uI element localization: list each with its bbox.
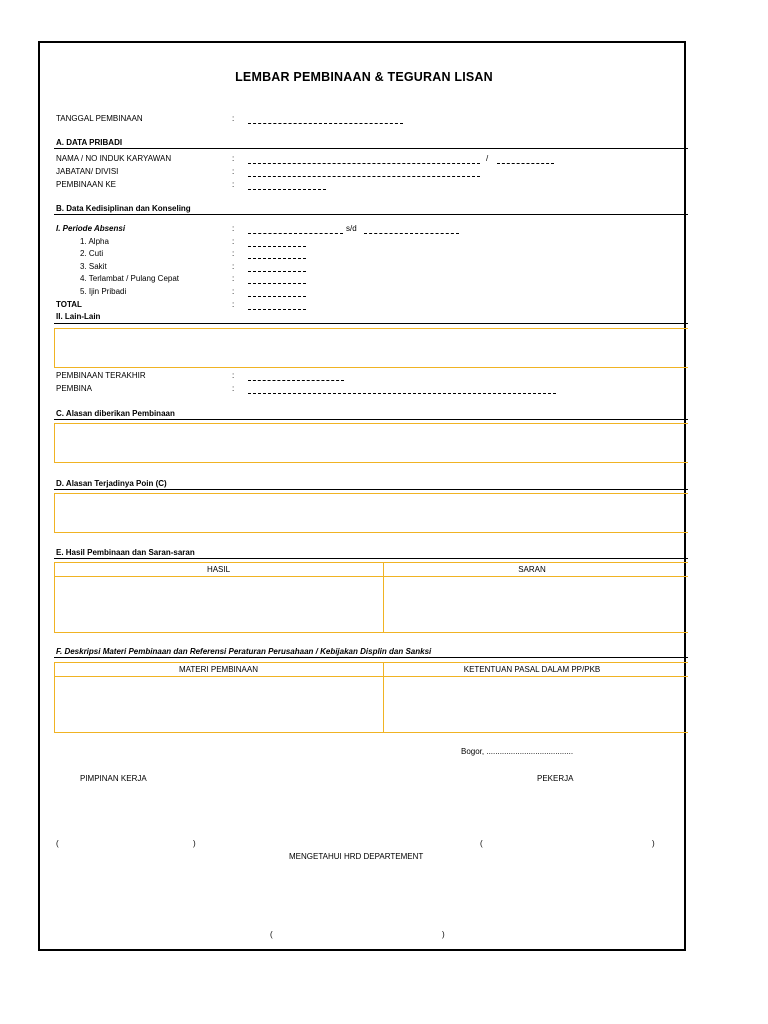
pembinaan-ke-label: PEMBINAAN KE bbox=[56, 180, 117, 189]
alasan-pembinaan-box[interactable] bbox=[54, 423, 688, 463]
periode-start-field[interactable] bbox=[248, 233, 343, 234]
nama-field[interactable] bbox=[248, 163, 480, 164]
pembina-field[interactable] bbox=[248, 393, 556, 394]
total-field[interactable] bbox=[248, 309, 306, 310]
colon: : bbox=[232, 154, 235, 163]
divider bbox=[54, 419, 688, 420]
pimpinan-signature-field[interactable] bbox=[62, 839, 190, 850]
divider bbox=[54, 489, 688, 490]
form-title: LEMBAR PEMBINAAN & TEGURAN LISAN bbox=[235, 70, 493, 84]
sakit-field[interactable] bbox=[248, 271, 306, 272]
tanggal-field[interactable] bbox=[248, 123, 403, 124]
pembinaan-ke-field[interactable] bbox=[248, 189, 326, 190]
lain-lain-heading: II. Lain-Lain bbox=[56, 312, 101, 321]
form-page bbox=[38, 41, 686, 951]
section-d-heading: D. Alasan Terjadinya Poin (C) bbox=[56, 479, 167, 488]
colon: : bbox=[232, 300, 235, 309]
colon: : bbox=[232, 180, 235, 189]
ijin-field[interactable] bbox=[248, 296, 306, 297]
paren-open: ( bbox=[270, 930, 273, 939]
section-b-heading: B. Data Kedisiplinan dan Konseling bbox=[56, 204, 191, 213]
periode-end-field[interactable] bbox=[364, 233, 459, 234]
paren-close: ) bbox=[652, 839, 655, 848]
terlambat-field[interactable] bbox=[248, 283, 306, 284]
absensi-item: 1. Alpha bbox=[80, 237, 109, 246]
colon: : bbox=[232, 224, 235, 233]
materi-header: MATERI PEMBINAAN bbox=[179, 665, 258, 674]
colon: : bbox=[232, 167, 235, 176]
colon: : bbox=[232, 114, 235, 123]
section-e-heading: E. Hasil Pembinaan dan Saran-saran bbox=[56, 548, 195, 557]
materi-cell[interactable] bbox=[55, 677, 382, 732]
absensi-item: 4. Terlambat / Pulang Cepat bbox=[80, 274, 180, 283]
lain-lain-box[interactable] bbox=[54, 328, 688, 368]
colon: : bbox=[232, 384, 235, 393]
hrd-label: MENGETAHUI HRD DEPARTEMENT bbox=[289, 852, 424, 861]
absensi-item: 5. Ijin Pribadi bbox=[80, 287, 127, 296]
sd-label: s/d bbox=[346, 224, 357, 233]
divider bbox=[54, 657, 688, 658]
paren-open: ( bbox=[480, 839, 483, 848]
pembina-label: PEMBINA bbox=[56, 384, 93, 393]
pekerja-label: PEKERJA bbox=[537, 774, 574, 783]
cuti-field[interactable] bbox=[248, 258, 306, 259]
absensi-item: 3. Sakit bbox=[80, 262, 107, 271]
jabatan-field[interactable] bbox=[248, 176, 480, 177]
section-c-heading: C. Alasan diberikan Pembinaan bbox=[56, 409, 175, 418]
tanggal-label: TANGGAL PEMBINAAN bbox=[56, 114, 143, 123]
paren-open: ( bbox=[56, 839, 59, 848]
divider bbox=[54, 323, 688, 324]
colon: : bbox=[232, 371, 235, 380]
divider bbox=[54, 558, 688, 559]
colon: : bbox=[232, 237, 235, 246]
pembinaan-terakhir-field[interactable] bbox=[248, 380, 344, 381]
nama-label: NAMA / NO INDUK KARYAWAN bbox=[56, 154, 172, 163]
jabatan-label: JABATAN/ DIVISI bbox=[56, 167, 119, 176]
pembinaan-terakhir-label: PEMBINAAN TERAKHIR bbox=[56, 371, 146, 380]
section-f-heading: F. Deskripsi Materi Pembinaan dan Referensi Peraturan Perusahaan / Kebijakan Displin dan Sanksi bbox=[56, 647, 432, 656]
place-date: Bogor, ....................................... bbox=[461, 747, 574, 756]
periode-absensi-label: I. Periode Absensi bbox=[56, 224, 126, 233]
ketentuan-cell[interactable] bbox=[384, 677, 688, 732]
hasil-header: HASIL bbox=[206, 565, 231, 574]
total-label: TOTAL bbox=[56, 300, 82, 309]
paren-close: ) bbox=[193, 839, 196, 848]
pimpinan-label: PIMPINAN KERJA bbox=[80, 774, 147, 783]
section-a-heading: A. DATA PRIBADI bbox=[56, 138, 123, 147]
colon: : bbox=[232, 262, 235, 271]
pekerja-signature-field[interactable] bbox=[486, 839, 649, 850]
hasil-cell[interactable] bbox=[55, 577, 382, 632]
saran-header: SARAN bbox=[518, 565, 546, 574]
alasan-poin-box[interactable] bbox=[54, 493, 688, 533]
divider bbox=[54, 214, 688, 215]
no-induk-field[interactable] bbox=[497, 163, 554, 164]
ketentuan-header: KETENTUAN PASAL DALAM PP/PKB bbox=[463, 665, 601, 674]
hrd-signature-field[interactable] bbox=[276, 930, 439, 941]
alpha-field[interactable] bbox=[248, 246, 306, 247]
colon: : bbox=[232, 274, 235, 283]
saran-cell[interactable] bbox=[384, 577, 688, 632]
divider bbox=[54, 148, 688, 149]
slash: / bbox=[486, 154, 489, 163]
colon: : bbox=[232, 287, 235, 296]
absensi-item: 2. Cuti bbox=[80, 249, 104, 258]
colon: : bbox=[232, 249, 235, 258]
paren-close: ) bbox=[442, 930, 445, 939]
